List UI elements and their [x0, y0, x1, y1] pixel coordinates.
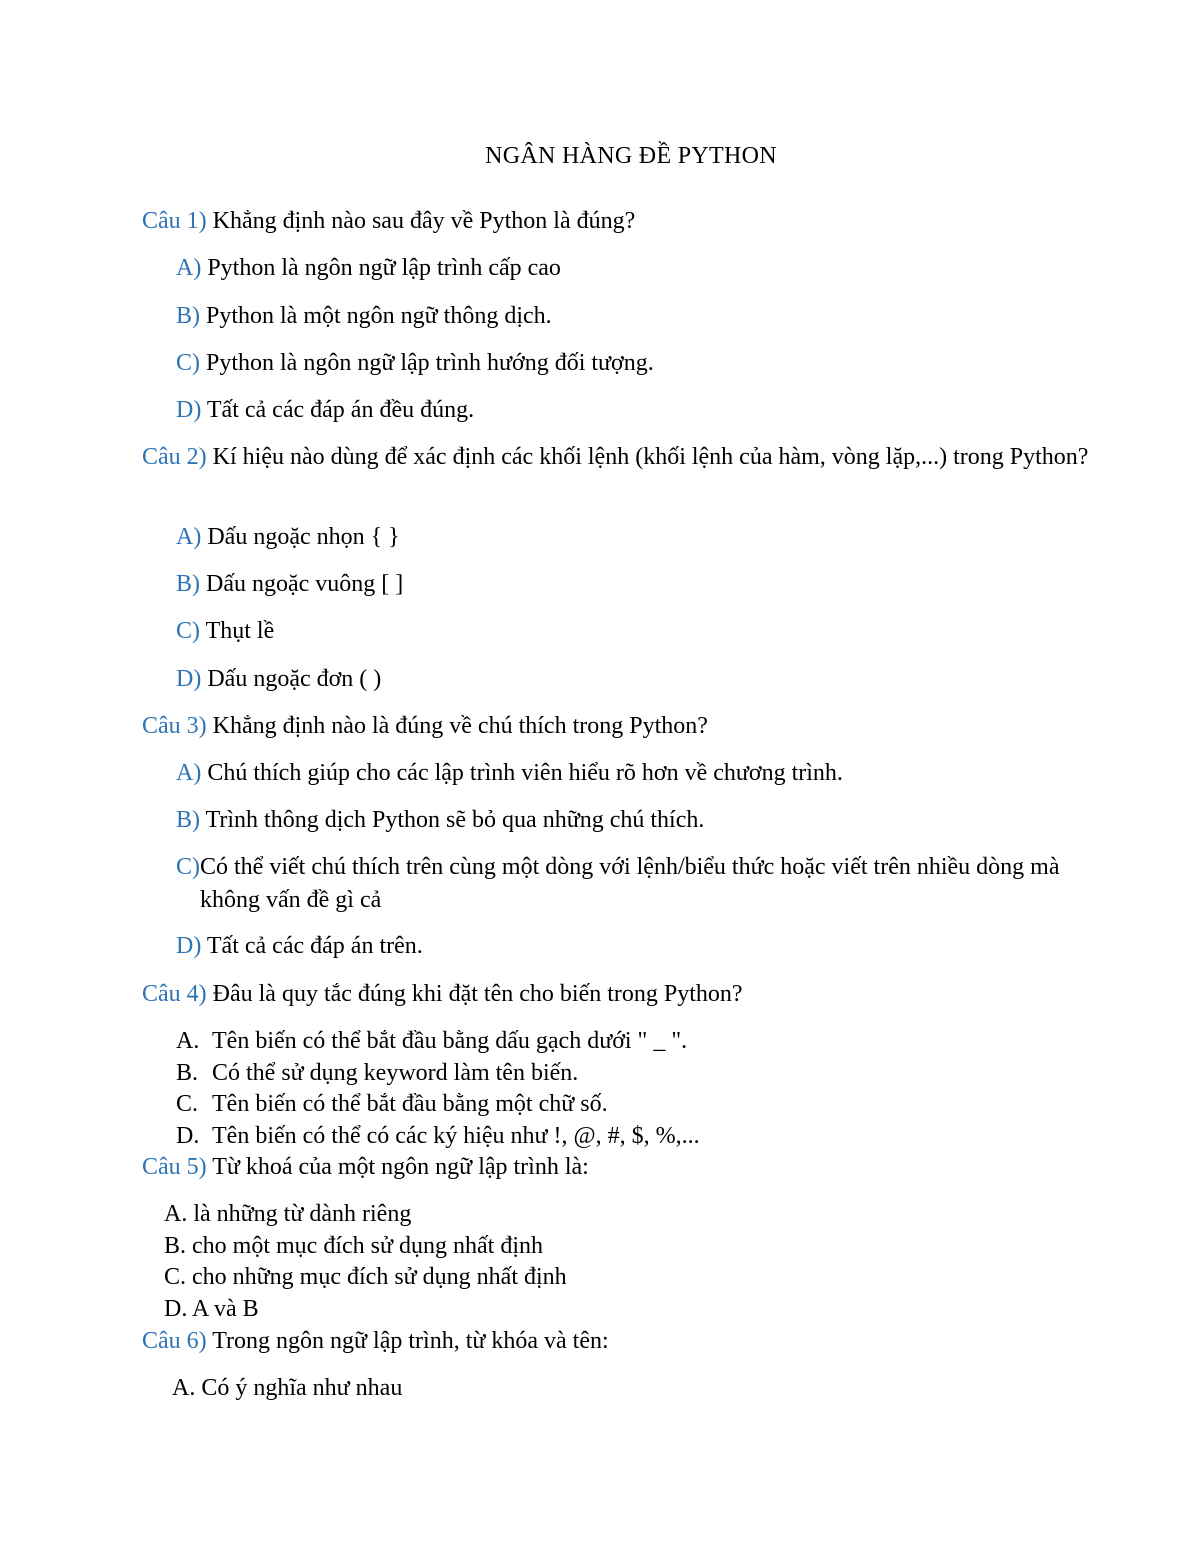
option-label: B)	[176, 303, 200, 329]
option-text: A và B	[187, 1296, 259, 1322]
option-3a	[176, 757, 843, 790]
option-text: Dấu ngoặc nhọn { }	[201, 524, 400, 550]
option-2c	[176, 615, 274, 648]
option-label: B)	[176, 571, 200, 597]
option-text: Dấu ngoặc vuông [ ]	[200, 571, 404, 597]
option-4c	[176, 1088, 608, 1121]
option-1c	[176, 347, 654, 380]
question-text: Đâu là quy tắc đúng khi đặt tên cho biến trong Python?	[206, 981, 743, 1007]
question-1	[142, 205, 1122, 238]
option-4b	[176, 1057, 578, 1090]
option-text: Tất cả các đáp án trên.	[201, 933, 423, 959]
option-text: cho một mục đích sử dụng nhất định	[186, 1233, 543, 1259]
option-text: cho những mục đích sử dụng nhất định	[186, 1264, 567, 1290]
question-number: Câu 6)	[142, 1328, 207, 1354]
question-text: Khẳng định nào sau đây về Python là đúng?	[206, 208, 636, 234]
question-2	[142, 441, 1122, 474]
option-label: C)	[176, 854, 200, 880]
option-text: Python là ngôn ngữ lập trình cấp cao	[201, 255, 561, 281]
option-label: A)	[176, 760, 202, 786]
option-2a	[176, 521, 400, 554]
option-1d	[176, 394, 474, 427]
option-text: Có thể viết chú thích trên cùng một dòng với lệnh/biểu thức hoặc viết trên nhiều dòng mà không vấn đề gì cả	[200, 854, 1060, 913]
option-text: Tên biến có thể có các ký hiệu như !, @, #, $, %,...	[212, 1123, 700, 1149]
option-text: Tất cả các đáp án đều đúng.	[201, 397, 475, 423]
option-text: Tên biến có thể bắt đầu bằng một chữ số.	[212, 1091, 608, 1117]
option-text: Tên biến có thể bắt đầu bằng dấu gạch dưới " _ ".	[212, 1028, 688, 1054]
option-text: Python là một ngôn ngữ thông dịch.	[200, 303, 552, 329]
option-label: A.	[164, 1201, 188, 1227]
option-5d	[164, 1293, 259, 1326]
option-label: A)	[176, 255, 202, 281]
option-label: A.	[172, 1375, 196, 1401]
option-text: Python là ngôn ngữ lập trình hướng đối tượng.	[200, 350, 654, 376]
option-3c	[176, 851, 1076, 917]
option-1b	[176, 300, 552, 333]
option-text: Có thể sử dụng keyword làm tên biến.	[212, 1060, 579, 1086]
question-number: Câu 3)	[142, 713, 207, 739]
question-4	[142, 978, 1122, 1011]
option-label: B.	[176, 1060, 199, 1086]
option-label: A)	[176, 524, 202, 550]
option-label: C)	[176, 618, 200, 644]
option-label: D.	[164, 1296, 188, 1322]
question-text: Trong ngôn ngữ lập trình, từ khóa và tên:	[206, 1328, 609, 1354]
option-label: A.	[176, 1028, 200, 1054]
page-title: NGÂN HÀNG ĐỀ PYTHON	[485, 143, 777, 169]
option-text: Chú thích giúp cho các lập trình viên hiểu rõ hơn về chương trình.	[201, 760, 843, 786]
option-label: B)	[176, 807, 200, 833]
option-3d	[176, 930, 423, 963]
question-text: Từ khoá của một ngôn ngữ lập trình là:	[206, 1154, 589, 1180]
option-2b	[176, 568, 403, 601]
option-label: D.	[176, 1123, 200, 1149]
question-5	[142, 1151, 1122, 1184]
option-4d	[176, 1120, 700, 1153]
option-text: là những từ dành riêng	[187, 1201, 412, 1227]
option-label: C.	[176, 1091, 199, 1117]
question-number: Câu 5)	[142, 1154, 207, 1180]
option-5a	[164, 1198, 411, 1231]
question-number: Câu 1)	[142, 208, 207, 234]
question-text: Khẳng định nào là đúng về chú thích trong Python?	[206, 713, 708, 739]
option-text: Thụt lề	[200, 618, 275, 644]
option-label: B.	[164, 1233, 187, 1259]
option-label: C.	[164, 1264, 187, 1290]
option-label: D)	[176, 397, 202, 423]
option-3b	[176, 804, 704, 837]
option-5b	[164, 1230, 543, 1263]
question-6	[142, 1325, 1122, 1358]
option-text: Dấu ngoặc đơn ( )	[201, 666, 382, 692]
option-5c	[164, 1261, 567, 1294]
option-label: D)	[176, 666, 202, 692]
option-4a	[176, 1025, 687, 1058]
option-2d	[176, 663, 381, 696]
option-1a	[176, 252, 561, 285]
question-3	[142, 710, 1122, 743]
question-number: Câu 2)	[142, 444, 207, 470]
option-text: Trình thông dịch Python sẽ bỏ qua những chú thích.	[200, 807, 705, 833]
question-text: Kí hiệu nào dùng để xác định các khối lệnh (khối lệnh của hàm, vòng lặp,...) trong Python?	[206, 444, 1089, 470]
question-number: Câu 4)	[142, 981, 207, 1007]
option-label: D)	[176, 933, 202, 959]
option-6a	[172, 1372, 402, 1405]
option-text: Có ý nghĩa như nhau	[195, 1375, 403, 1401]
option-label: C)	[176, 350, 200, 376]
